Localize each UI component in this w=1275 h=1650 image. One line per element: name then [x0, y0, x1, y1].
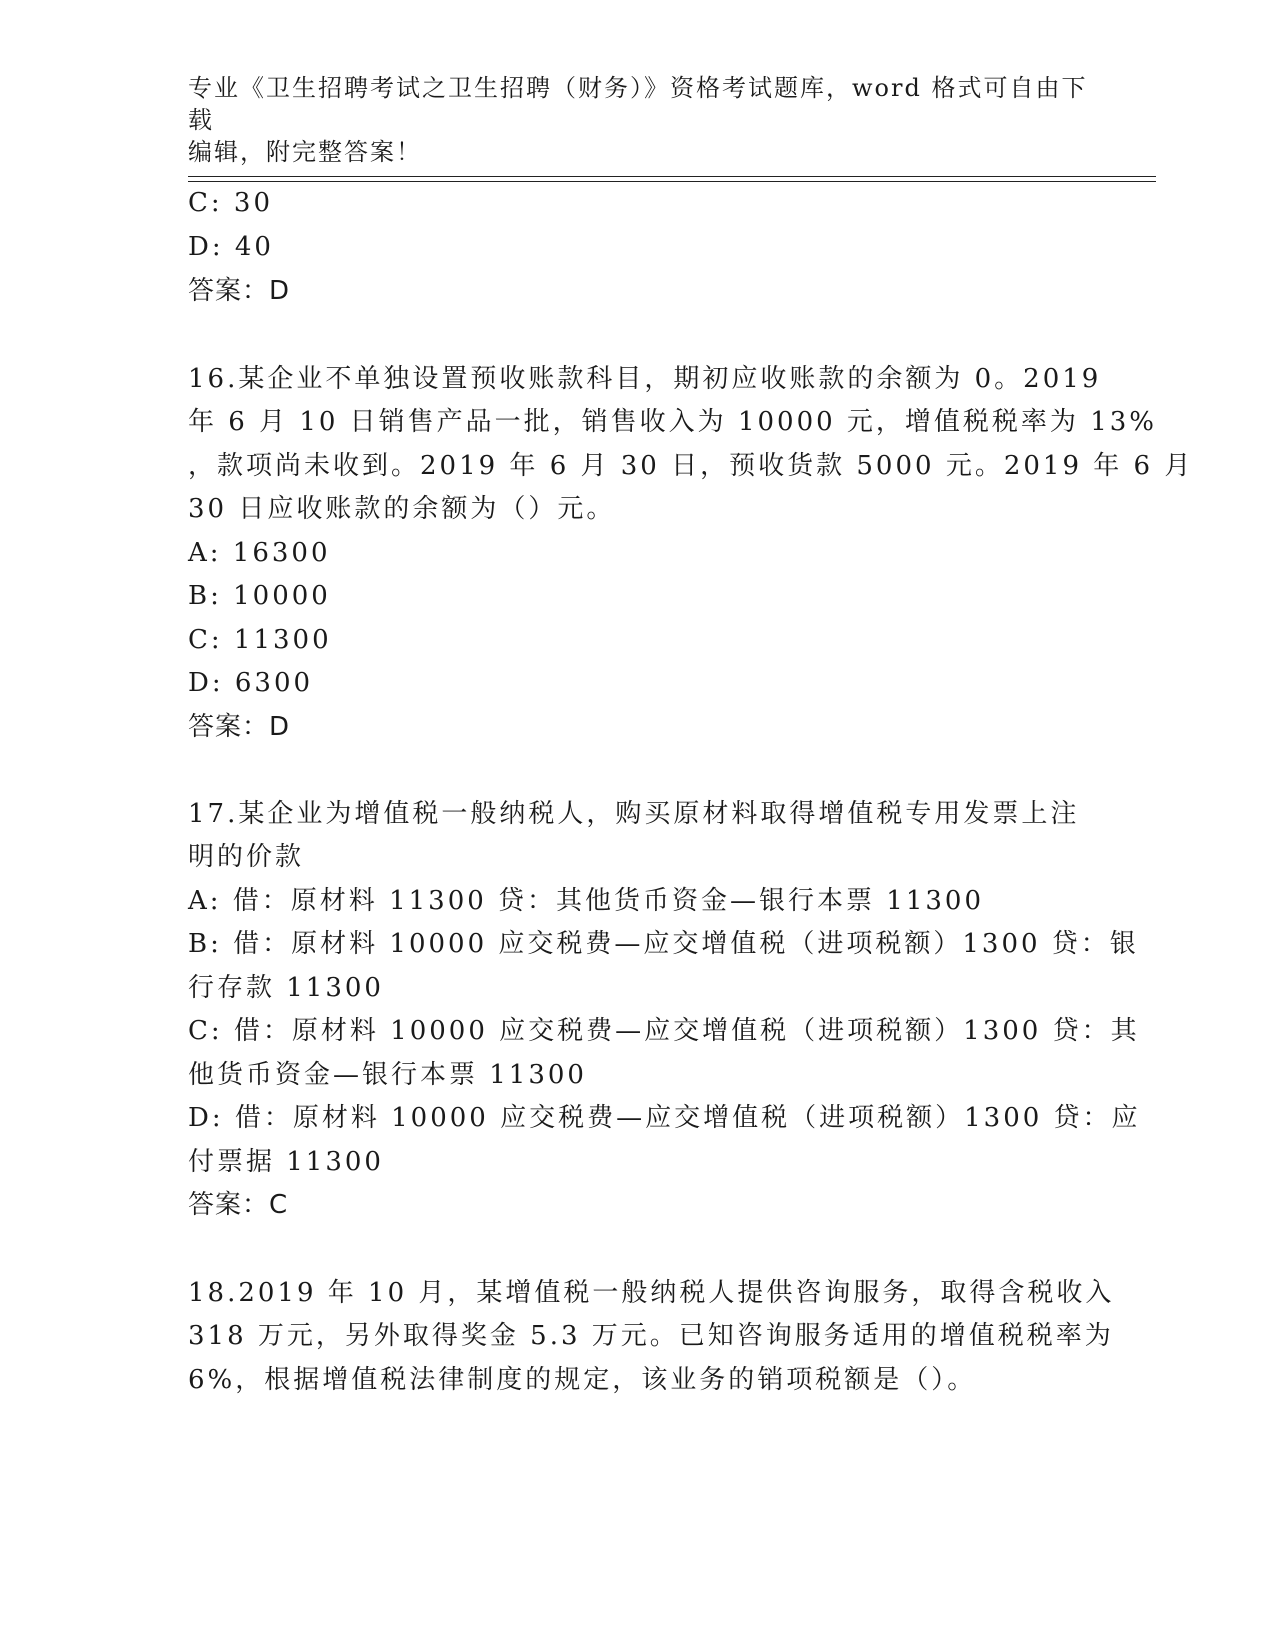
q15-answer: 答案：D — [188, 276, 291, 306]
q18-stem-line-3: 6%，根据增值税法律制度的规定，该业务的销项税额是（）。 — [188, 1365, 977, 1395]
q17-stem-line-1: 17.某企业为增值税一般纳税人，购买原材料取得增值税专用发票上注 — [188, 799, 1080, 829]
q16-option-c: C: 11300 — [188, 625, 332, 655]
header-line-1: 专业《卫生招聘考试之卫生招聘（财务）》资格考试题库，word 格式可自由下载 — [188, 74, 1088, 134]
q16-answer: 答案：D — [188, 712, 291, 742]
header-divider-top — [188, 176, 1156, 177]
q16-stem-line-3: ，款项尚未收到。2019 年 6 月 30 日，预收货款 5000 元。2019 年 6 月 — [188, 451, 1194, 481]
document-header — [188, 72, 1088, 168]
q17-option-d-line-2: 付票据 11300 — [188, 1147, 384, 1177]
q17-option-b-line-1: B: 借：原材料 10000 应交税费—应交增值税（进项税额）1300 贷：银 — [188, 929, 1139, 959]
q17-option-b-line-2: 行存款 11300 — [188, 973, 384, 1003]
q15-option-c: C: 30 — [188, 188, 274, 218]
q15-option-d: D: 40 — [188, 232, 274, 262]
q17-stem-line-2: 明的价款 — [188, 842, 305, 872]
header-divider-bottom — [188, 181, 1156, 182]
header-line-2: 编辑，附完整答案！ — [188, 138, 422, 166]
q17-answer: 答案：C — [188, 1190, 289, 1220]
q16-option-d: D: 6300 — [188, 668, 314, 698]
q16-option-a: A: 16300 — [188, 538, 331, 568]
q17-option-c-line-2: 他货币资金—银行本票 11300 — [188, 1060, 587, 1090]
q17-option-a: A: 借：原材料 11300 贷：其他货币资金—银行本票 11300 — [188, 886, 985, 916]
q16-option-b: B: 10000 — [188, 581, 331, 611]
q16-stem-line-1: 16.某企业不单独设置预收账款科目，期初应收账款的余额为 0。2019 — [188, 364, 1102, 394]
q17-option-d-line-1: D: 借：原材料 10000 应交税费—应交增值税（进项税额）1300 贷：应 — [188, 1103, 1141, 1133]
q18-stem-line-1: 18.2019 年 10 月，某增值税一般纳税人提供咨询服务，取得含税收入 — [188, 1278, 1115, 1308]
q16-stem-line-4: 30 日应收账款的余额为（）元。 — [188, 494, 616, 524]
q18-stem-line-2: 318 万元，另外取得奖金 5.3 万元。已知咨询服务适用的增值税税率为 — [188, 1321, 1114, 1351]
q17-option-c-line-1: C: 借：原材料 10000 应交税费—应交增值税（进项税额）1300 贷：其 — [188, 1016, 1140, 1046]
q16-stem-line-2: 年 6 月 10 日销售产品一批，销售收入为 10000 元，增值税税率为 13% — [188, 407, 1157, 437]
